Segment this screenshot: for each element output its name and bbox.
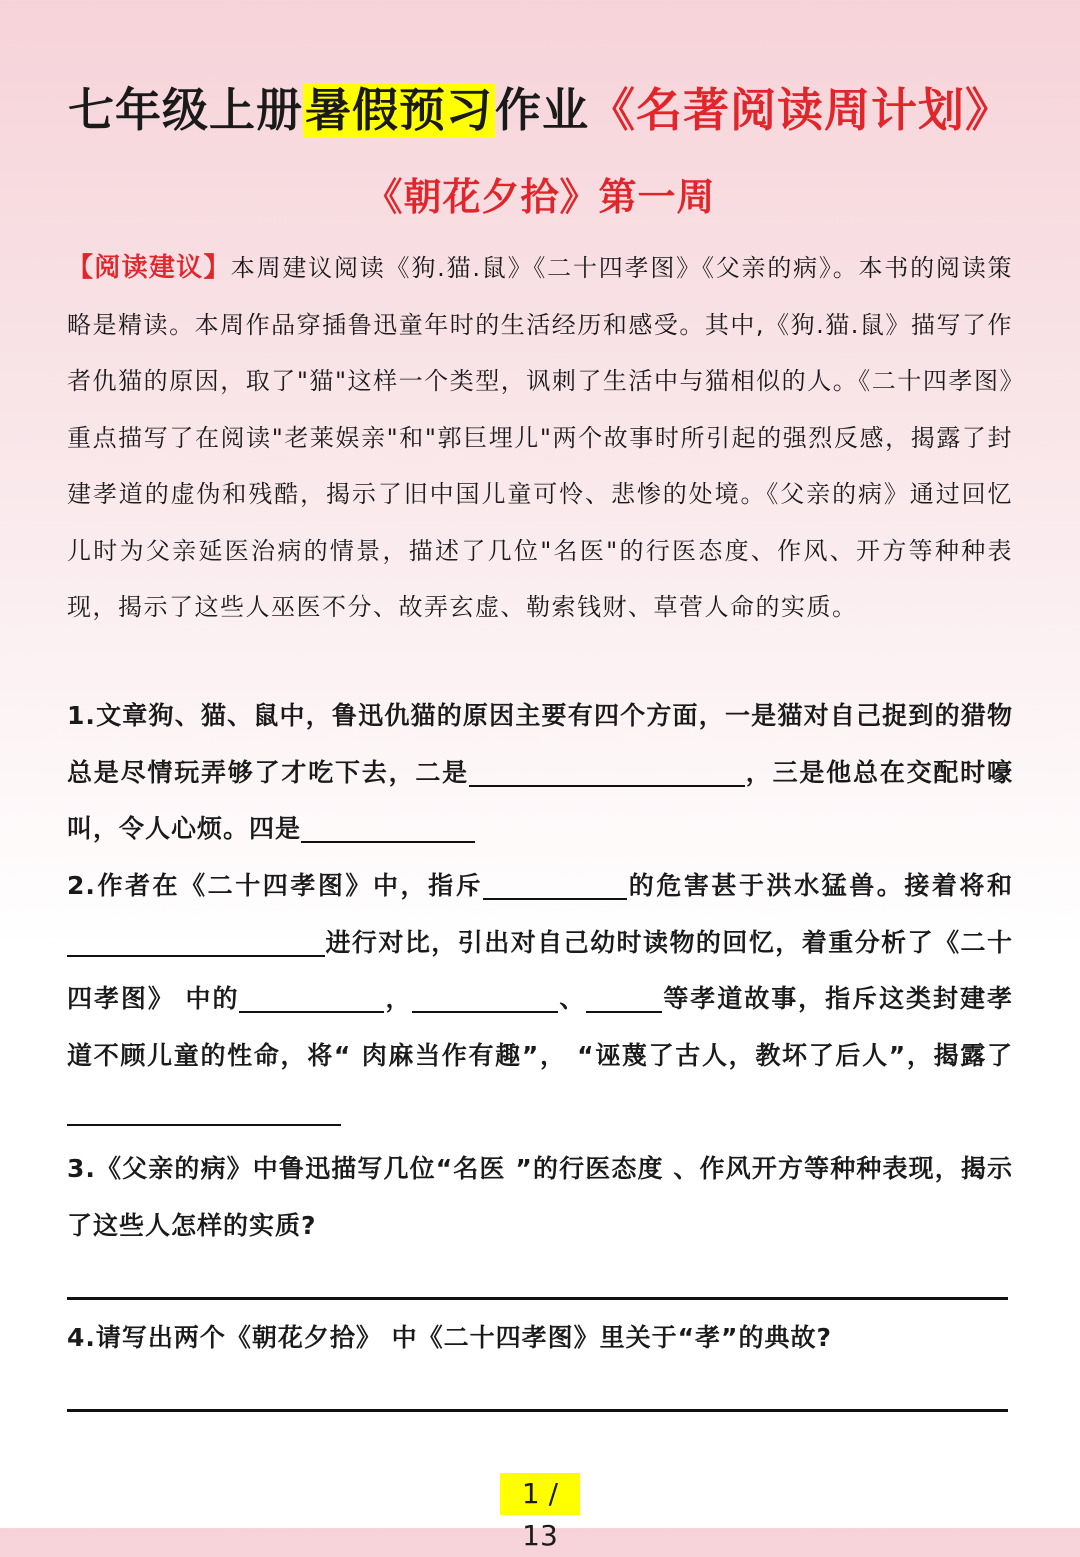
question-4: 4.请写出两个《朝花夕拾》 中《二十四孝图》里关于“孝”的典故? <box>67 1323 832 1352</box>
question-1-text-a: 1.文章狗、猫、鼠中，鲁迅仇猫的原因主要有四个方面，一是猫对自己捉到的猎物总是尽情玩弄够了才吃下去，二是 <box>67 701 1013 787</box>
reading-suggestion <box>67 240 1013 636</box>
subtitle: 《朝花夕拾》第一周 <box>364 175 716 219</box>
question-2 <box>67 858 1013 1141</box>
question-2-text-d: ， <box>384 984 413 1013</box>
question-2-text-b: 的危害甚于洪水猛兽。接着将和 <box>627 871 1013 900</box>
title-part2: 作业 <box>495 83 589 137</box>
question-3: 3.《父亲的病》中鲁迅描写几位“名医 ”的行医态度 、作风开方等种种表现，揭示了这些人怎样的实质? <box>67 1154 1013 1240</box>
answer-blank[interactable] <box>67 1098 341 1126</box>
answer-blank[interactable] <box>67 929 325 957</box>
answer-blank[interactable] <box>239 985 384 1013</box>
page-number: 1 / 13 <box>500 1473 580 1515</box>
reading-suggestion-text: 本周建议阅读《狗.猫.鼠》《二十四孝图》《父亲的病》。本书的阅读策略是精读。本周作品穿插鲁迅童年时的生活经历和感受。其中,《狗.猫.鼠》描写了作者仇猫的原因，取了"猫"这样一个类型，讽刺了生活中与猫相似的人。《二十四孝图》重点描写了在阅读"老莱娱亲"和"郭巨埋儿"两个故事时所引起的强烈反感，揭露了封建孝道的虚伪和残酷，揭示了旧中国儿童可怜、悲惨的处境。《父亲的病》通过回忆儿时为父亲延医治病的情景，描述了几位"名医"的行医态度、作风、开方等种种表现，揭示了这些人巫医不分、故弄玄虚、勒索钱财、草菅人命的实质。 <box>67 254 1013 621</box>
question-1 <box>67 688 1013 858</box>
answer-blank[interactable] <box>586 985 662 1013</box>
answer-line[interactable] <box>67 1409 1008 1412</box>
question-1-text-b: ，三是他总在交配时嚎叫，令人心烦。四是 <box>67 757 1013 843</box>
answer-blank[interactable] <box>469 759 745 787</box>
answer-blank[interactable] <box>301 815 475 843</box>
title-red: 《名著阅读周计划》 <box>589 83 1012 137</box>
title-part1: 七年级上册 <box>68 83 303 137</box>
question-2-text-f: 等孝道故事，指斥这类封建孝道不顾儿童的性命，将“ 肉麻当作有趣”， “诬蔑了古人，教坏了后人”，揭露了 <box>67 984 1013 1070</box>
answer-line[interactable] <box>67 1297 1008 1300</box>
answer-blank[interactable] <box>483 872 627 900</box>
question-2-text-a: 2.作者在《二十四孝图》中，指斥 <box>67 871 484 900</box>
answer-blank[interactable] <box>412 985 558 1013</box>
reading-suggestion-label: 【阅读建议】 <box>67 253 231 283</box>
main-title <box>0 74 1080 140</box>
title-highlight: 暑假预习 <box>305 83 493 137</box>
question-2-text-e: 、 <box>558 984 587 1013</box>
question-2-text-c: 进行对比，引出对自己幼时读物的回忆，着重分析了《二十四孝图》 中的 <box>67 927 1013 1013</box>
